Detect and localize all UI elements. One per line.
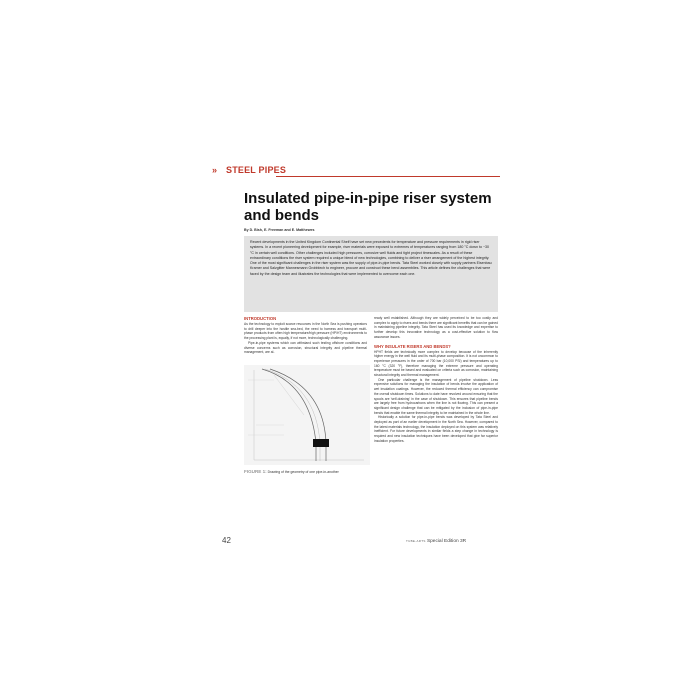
heading-introduction: INTRODUCTION	[244, 316, 277, 321]
section-rule	[276, 176, 500, 177]
paragraph: HPHT fields are technically more complex to develop because of the inherently higher energy in the well fluid and its multi-phase composition. It is not uncommon to experience pressures in the order of 700 bar (10,000 PSI) and temperatures up to 160 °C (320 °F), therefore managing the extreme pressure and operating temperature must be based and evaluated on criteria such as corrosion, maintaining structural integrity and thermal management.	[374, 349, 498, 378]
intro-box	[244, 236, 498, 312]
section-label: STEEL PIPES	[226, 165, 287, 175]
pipe-bend-drawing	[244, 365, 370, 465]
paragraph: As the technology to exploit scarce resources in the North Sea is pushing operators to drill deeper into the hostile sea-bed, the need to harness and transport multi-phase products from often high temperature/high pressure (HP/HT) environments to the processing plant is, equally, if not more, technologically challenging.	[244, 322, 367, 341]
column-right	[374, 316, 498, 444]
figure-caption	[244, 469, 372, 475]
paragraph: ready well established. Although they are widely perceived to be too costly and complex to apply to risers and bends there are significant benefits that can be gained in maintaining pipeline integrity. Tata Steel has used its knowledge and expertise to further develop this innovative technology as a cost-effective solution to flow assurance issues.	[374, 316, 498, 339]
edition-label: Special Edition 3R	[426, 539, 467, 544]
heading-why-insulate: WHY INSULATE RISERS AND BENDS?	[374, 343, 451, 349]
article-title: Insulated pipe-in-pipe riser system and bends	[244, 190, 492, 224]
byline: By D. Bish, E. Freeman and E. Matthewes	[244, 228, 315, 232]
figure-pipe-drawing	[244, 365, 370, 465]
figure-label: FIGURE 1:	[244, 469, 267, 474]
figure-caption-text: Drawing of the geometry of one pipe-in-another	[267, 470, 339, 474]
page-number: 42	[222, 536, 231, 545]
column-left	[244, 316, 367, 355]
paragraph: Pipe-in-pipe systems which can withstand such testing offshore conditions and diverse concerns such as corrosion, structural integrity and pipeline thermal management, are al-	[244, 340, 367, 355]
section-tag	[210, 164, 500, 178]
intro-text: Recent developments in the United Kingdom Continental Shelf have set new precedents for temperature and pressure requirements in rigid riser systems. In a recent pioneering development for example, riser materials were exposed to extremes of temperatures ranging from 180 °C down to −30 °C in certain well conditions. Other challenges included high pressures, corrosive well fluids and tight project timescales. As a result of these extraordinary conditions the riser system required a unique blend of new technologies, combining to deliver a riser arrangement of the highest integrity. One of the most significant challenges in the riser system was the supply of pipe-in-pipe bends. Tata Steel worked closely with supply partners Eisenbau Kramer and Salzgitter Mannesmann Grobblech to engineer, procure and construct these bend assemblies. This article defines the challenges that were faced by the design team and illustrates the technologies that were implemented to overcome each one.	[250, 240, 492, 276]
chevron-icon: »	[212, 165, 218, 175]
paragraph: One particular challenge is the management of pipeline shutdown. Less expensive solutions for managing the insulation of bends involve the application of wet insulation coatings. However, the reduced thermal efficiency can compromise the overall shutdown times. Solutions to date have revolved around ensuring that the spools are 'self-draining' in the case of shutdown. This ensures that pipeline bends are largely free from hydrocarbons when the line is not flowing. This can present a significant design challenge that can be mitigated by the inclusion of pipe-in-pipe bends that enable the same thermal integrity to be maintained in the whole line.	[374, 377, 498, 415]
article-page	[210, 150, 500, 550]
paragraph: Historically a solution for pipe-in-pipe bends was developed by Tata Steel and deployed as part of an earlier development in the North Sea. However, compared to the latest materials technology, the insulation deployed on this system was relatively inefficient. For future developments in similar fields a step change in technology is required and new insulation techniques have been developed that give far superior insulation properties.	[374, 415, 498, 443]
footer-edition	[406, 538, 466, 544]
brand-mark: TUBE-ARTS	[406, 539, 426, 543]
